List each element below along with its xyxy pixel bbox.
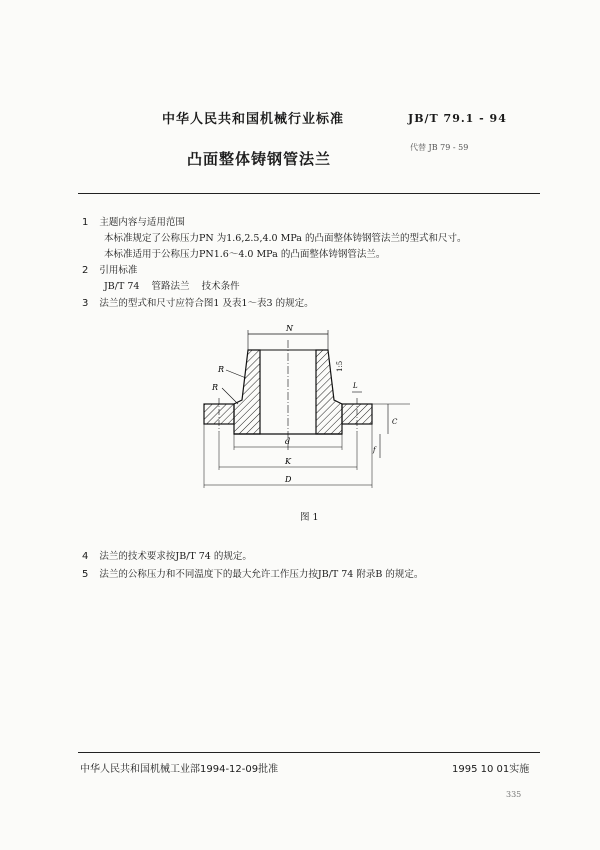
section-heading: 法兰的技术要求按JB/T 74 的规定。 (99, 551, 252, 562)
section-1-line-2: 本标准适用于公称压力PN1.6～4.0 MPa 的凸面整体铸钢管法兰。 (104, 249, 386, 260)
section-5 (82, 568, 423, 582)
section-4 (82, 550, 252, 564)
section-2-line-1: JB/T 74 管路法兰 技术条件 (104, 281, 240, 292)
section-heading: 引用标准 (99, 265, 138, 276)
section-number: 1 (82, 217, 89, 228)
section-number: 4 (82, 551, 89, 562)
approval-line: 中华人民共和国机械工业部1994-12-09批准 (80, 764, 279, 775)
section-3 (82, 297, 314, 311)
label-taper: 1:5 (336, 360, 344, 372)
label-L: L (353, 382, 358, 390)
top-divider (78, 193, 540, 194)
effective-date: 1995 10 01实施 (452, 764, 530, 775)
section-number: 2 (82, 265, 89, 276)
section-heading: 主题内容与适用范围 (99, 217, 185, 228)
label-C: C (392, 418, 398, 426)
section-number: 5 (82, 569, 89, 580)
section-number: 3 (82, 298, 89, 309)
standard-number: JB/T 79.1 - 94 (408, 112, 507, 125)
label-f: f (373, 446, 376, 454)
section-heading: 法兰的型式和尺寸应符合图1 及表1～表3 的规定。 (99, 298, 314, 309)
replaces-note: 代替 JB 79 - 59 (410, 143, 469, 152)
label-R2: R (212, 383, 219, 392)
figure-caption: 图 1 (300, 512, 319, 523)
section-1-line-1: 本标准规定了公称压力PN 为1.6,2.5,4.0 MPa 的凸面整体铸钢管法兰的型式和尺寸。 (104, 233, 467, 244)
label-D: D (285, 475, 292, 484)
section-1 (82, 216, 185, 230)
label-R1: R (218, 365, 225, 374)
section-heading: 法兰的公称压力和不同温度下的最大允许工作压力按JB/T 74 附录B 的规定。 (99, 569, 424, 580)
org-title: 中华人民共和国机械行业标准 (162, 112, 345, 127)
flange-drawing (190, 320, 440, 500)
label-N: N (286, 324, 293, 333)
label-d: d (285, 437, 291, 446)
page-number: 335 (506, 790, 522, 799)
label-K: K (285, 457, 291, 466)
document-title: 凸面整体铸钢管法兰 (187, 150, 332, 168)
left-wall-section (234, 350, 260, 434)
section-2 (82, 264, 137, 278)
bottom-divider (78, 752, 540, 753)
